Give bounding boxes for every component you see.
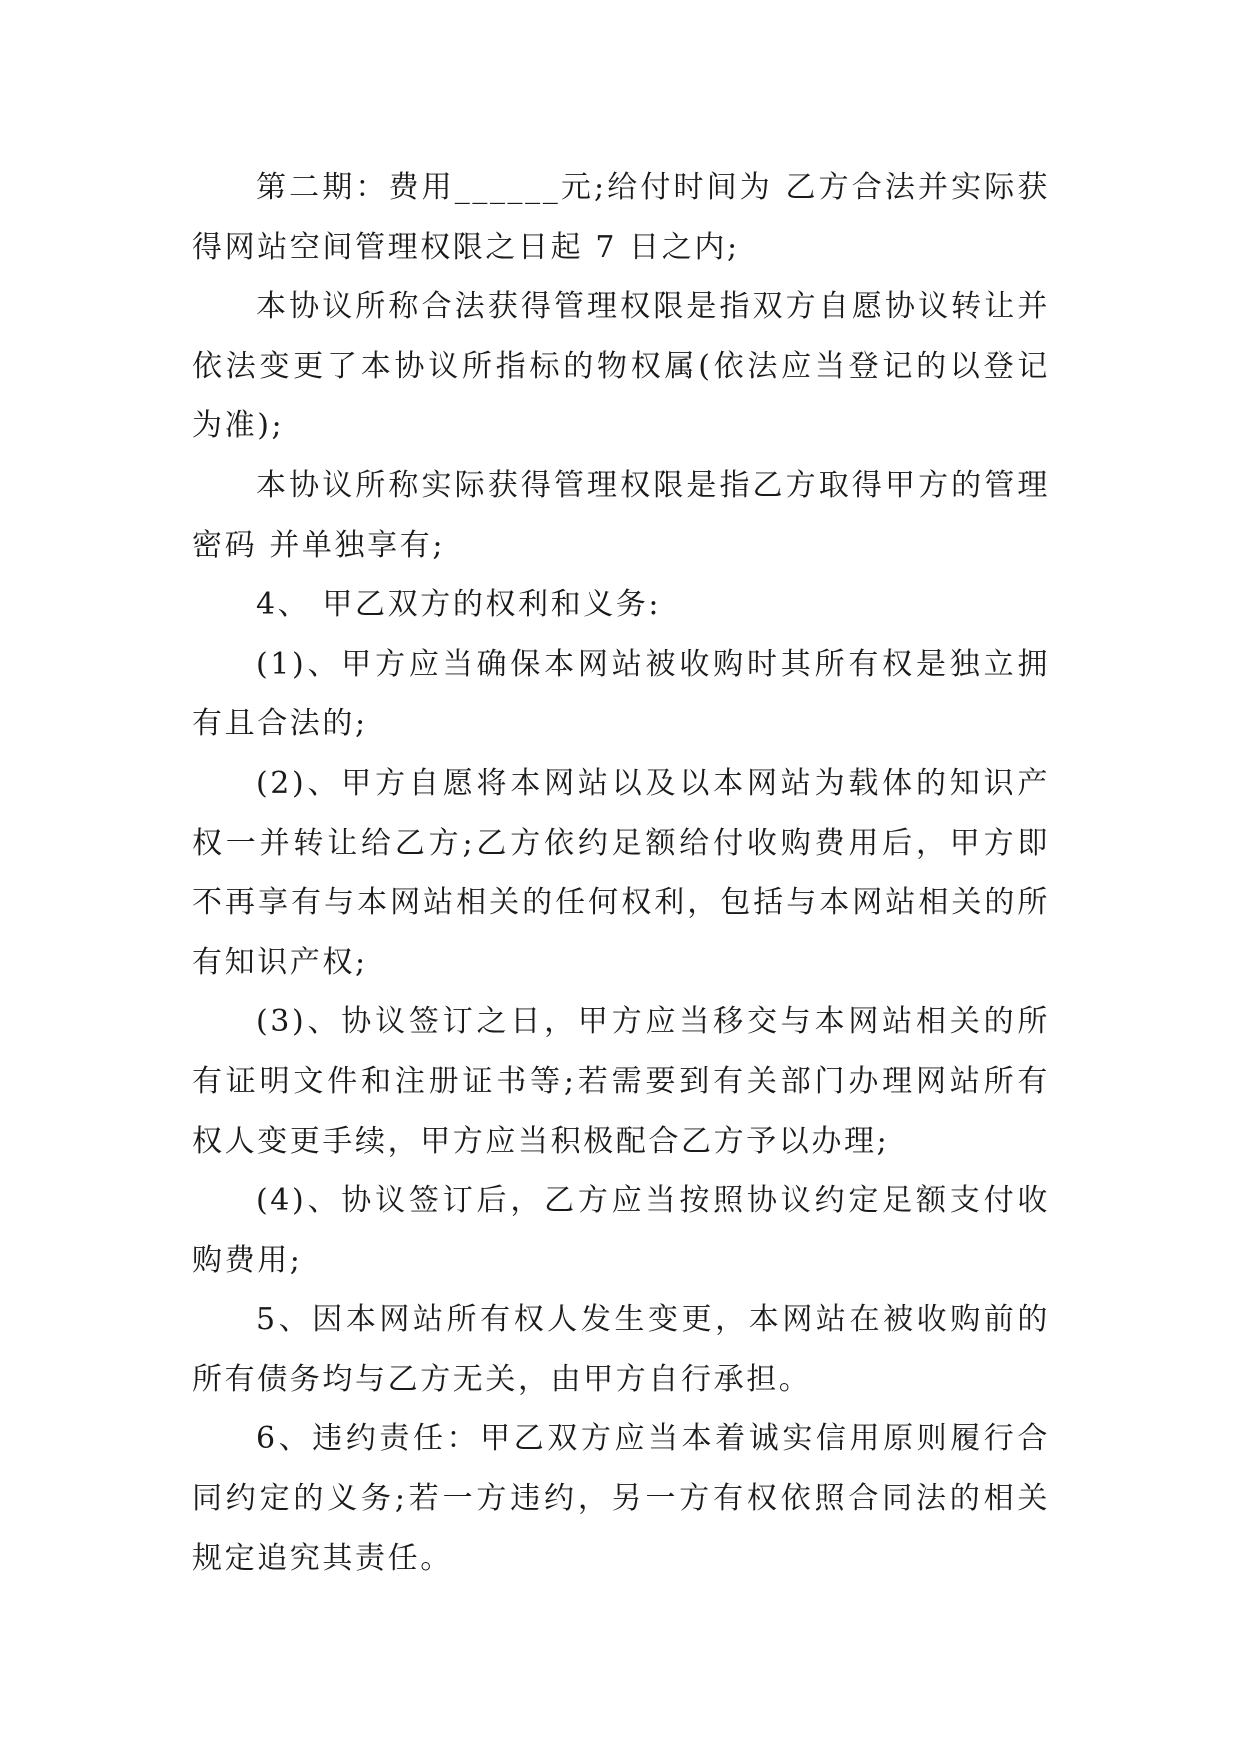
clause-item-2: (2)、甲方自愿将本网站以及以本网站为载体的知识产权一并转让给乙方;乙方依约足额给付收购费用后，甲方即不再享有与本网站相关的任何权利，包括与本网站相关的所有知识产权; xyxy=(192,765,1050,980)
section-5-debts: 5、因本网站所有权人发生变更，本网站在被收购前的所有债务均与乙方无关，由甲方自行承担。 xyxy=(192,1302,1050,1397)
clause-item-4: (4)、协议签订后，乙方应当按照协议约定足额支付收购费用; xyxy=(192,1183,1050,1278)
clause-item-3: (3)、协议签订之日，甲方应当移交与本网站相关的所有证明文件和注册证书等;若需要到有关部门办理网站所有权人变更手续，甲方应当积极配合乙方予以办理; xyxy=(192,1004,1050,1159)
section-6-liability: 6、违约责任：甲乙双方应当本着诚实信用原则履行合同约定的义务;若一方违约，另一方有权依照合同法的相关规定追究其责任。 xyxy=(192,1421,1050,1576)
paragraph-second-payment: 第二期：费用______元;给付时间为 乙方合法并实际获得网站空间管理权限之日起 7 日之内; xyxy=(192,170,1050,265)
paragraph-actual-authority-definition: 本协议所称实际获得管理权限是指乙方取得甲方的管理密码 并单独享有; xyxy=(192,467,1050,563)
paragraph-legal-authority-definition: 本协议所称合法获得管理权限是指双方自愿协议转让并依法变更了本协议所指标的物权属(依法应当登记的以登记为准); xyxy=(192,289,1050,444)
section-heading-rights-obligations: 4、 甲乙双方的权利和义务: xyxy=(256,587,662,623)
document-page xyxy=(192,158,1050,1588)
clause-item-1: (1)、甲方应当确保本网站被收购时其所有权是独立拥有且合法的; xyxy=(192,646,1050,742)
